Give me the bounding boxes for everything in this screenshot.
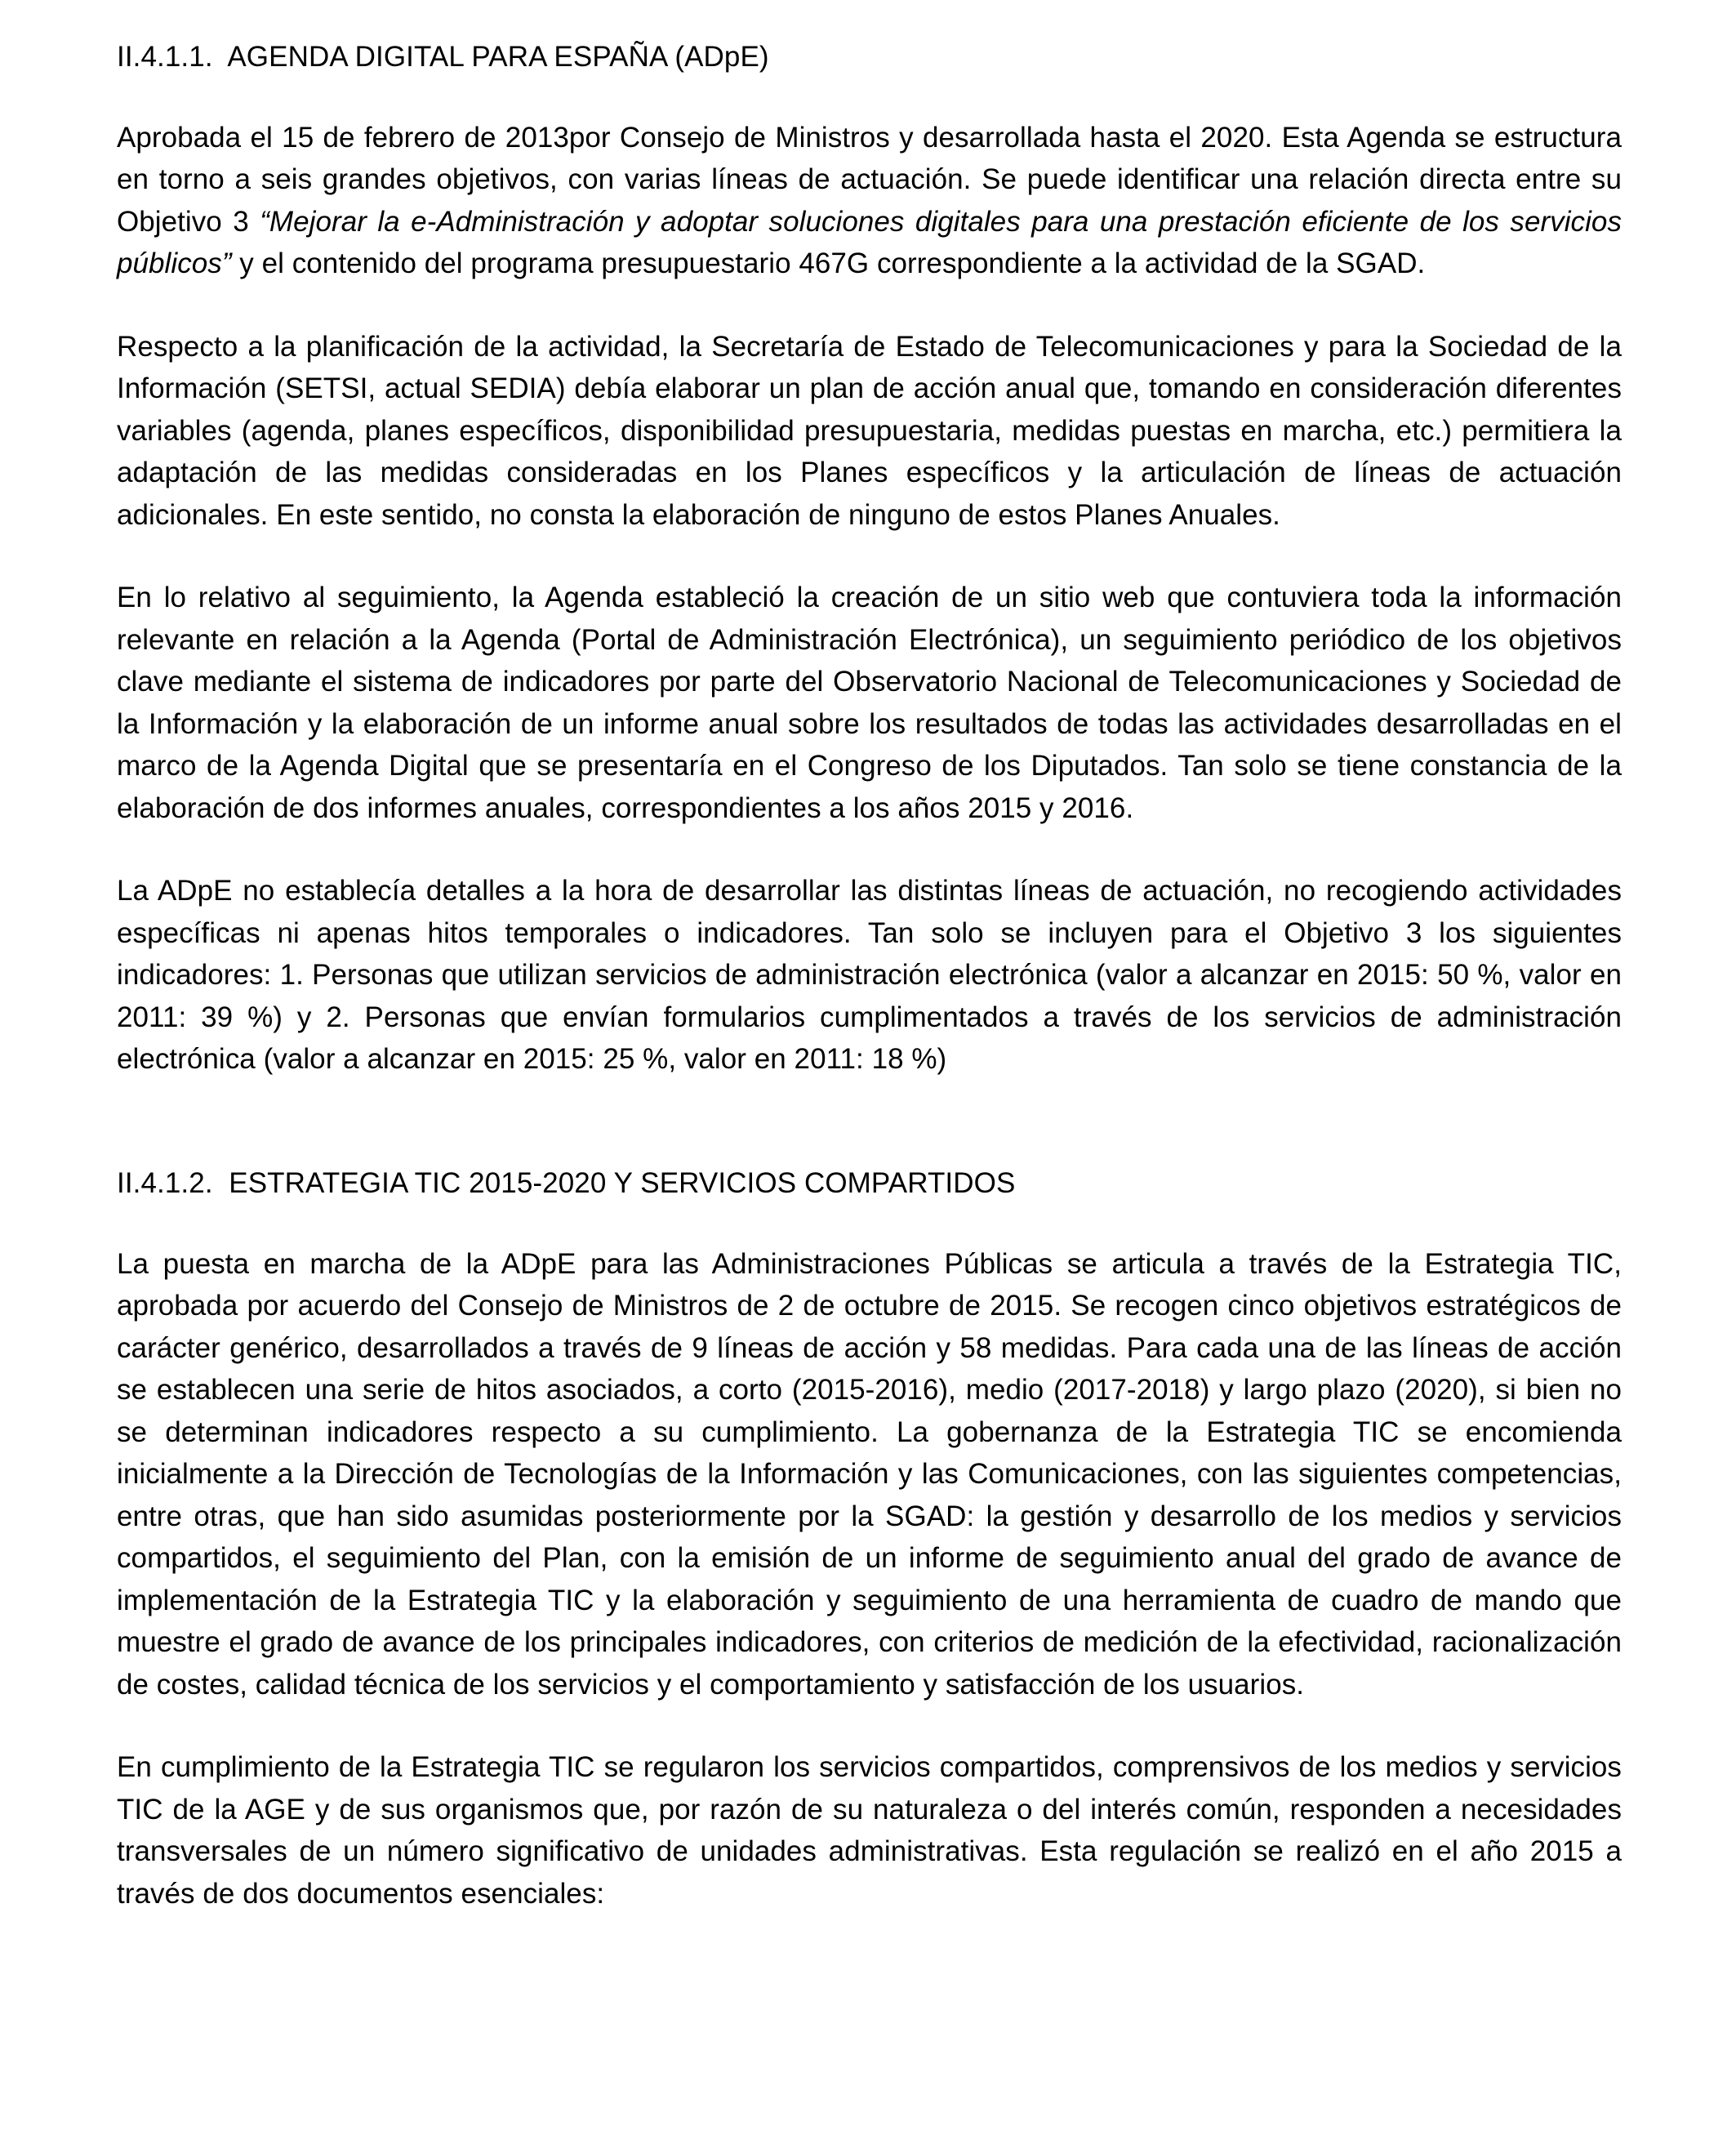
section-heading-1: II.4.1.1. AGENDA DIGITAL PARA ESPAÑA (ADpE) <box>117 41 769 73</box>
paragraph-1-4: La ADpE no establecía detalles a la hora de desarrollar las distintas líneas de actuación, no recogiendo actividades específicas ni apenas hitos temporales o indicadores. Tan solo se incluyen para el Objetivo 3 los siguientes indicadores: 1. Personas que utilizan servicios de administración electrónica (valor a alcanzar en 2015: 50 %, valor en 2011: 39 %) y 2. Personas que envían formularios cumplimentados a través de los servicios de administración electrónica (valor a alcanzar en 2015: 25 %, valor en 2011: 18 %) <box>117 875 1622 1076</box>
paragraph-1-1-text-b: y el contenido del programa presupuestario 467G correspondiente a la actividad de la SGAD. <box>231 247 1426 280</box>
paragraph-1-1 <box>117 117 1622 285</box>
spacer <box>117 1081 1622 1166</box>
section-heading-2: II.4.1.2. ESTRATEGIA TIC 2015-2020 Y SERVICIOS COMPARTIDOS <box>117 1166 1016 1199</box>
spacer <box>117 76 1622 117</box>
page-content <box>117 39 1622 1915</box>
spacer <box>117 1705 1622 1746</box>
section-heading-block-2 <box>117 1166 1622 1202</box>
spacer <box>117 1202 1622 1243</box>
section-heading-block-1 <box>117 39 1622 76</box>
spacer <box>117 285 1622 326</box>
paragraph-2-1: La puesta en marcha de la ADpE para las Administraciones Públicas se articula a través de la Estrategia TIC, aprobada por acuerdo del Consejo de Ministros de 2 de octubre de 2015. Se recogen cinco objetivos estratégicos de carácter genérico, desarrollados a través de 9 líneas de acción y 58 medidas. Para cada una de las líneas de acción se establecen una serie de hitos asociados, a corto (2015-2016), medio (2017-2018) y largo plazo (2020), si bien no se determinan indicadores respecto a su cumplimiento. La gobernanza de la Estrategia TIC se encomienda inicialmente a la Dirección de Tecnologías de la Información y las Comunicaciones, con las siguientes competencias, entre otras, que han sido asumidas posteriormente por la SGAD: la gestión y desarrollo de los medios y servicios compartidos, el seguimiento del Plan, con la emisión de un informe de seguimiento anual del grado de avance de implementación de la Estrategia TIC y la elaboración y seguimiento de una herramienta de cuadro de mando que muestre el grado de avance de los principales indicadores, con criterios de medición de la efectividad, racionalización de costes, calidad técnica de los servicios y el comportamiento y satisfacción de los usuarios. <box>117 1247 1622 1701</box>
spacer <box>117 829 1622 870</box>
paragraph-1-2: Respecto a la planificación de la actividad, la Secretaría de Estado de Telecomunicaciones y para la Sociedad de la Información (SETSI, actual SEDIA) debía elaborar un plan de acción anual que, tomando en consideración diferentes variables (agenda, planes específicos, disponibilidad presupuestaria, medidas puestas en marcha, etc.) permitiera la adaptación de las medidas consideradas en los Planes específicos y la articulación de líneas de actuación adicionales. En este sentido, no consta la elaboración de ninguno de estos Planes Anuales. <box>117 330 1622 531</box>
paragraph-2-2: En cumplimiento de la Estrategia TIC se regularon los servicios compartidos, comprensivos de los medios y servicios TIC de la AGE y de sus organismos que, por razón de su naturaleza o del interés común, responden a necesidades transversales de un número significativo de unidades administrativas. Esta regulación se realizó en el año 2015 a través de dos documentos esenciales: <box>117 1751 1622 1910</box>
paragraph-1-3: En lo relativo al seguimiento, la Agenda estableció la creación de un sitio web que contuviera toda la información relevante en relación a la Agenda (Portal de Administración Electrónica), un seguimiento periódico de los objetivos clave mediante el sistema de indicadores por parte del Observatorio Nacional de Telecomunicaciones y Sociedad de la Información y la elaboración de un informe anual sobre los resultados de todas las actividades desarrolladas en el marco de la Agenda Digital que se presentaría en el Congreso de los Diputados. Tan solo se tiene constancia de la elaboración de dos informes anuales, correspondientes a los años 2015 y 2016. <box>117 582 1622 824</box>
objective-3-quote: “Mejorar la e-Administración y adoptar soluciones digitales para una prestación eficiente de los servicios públicos” <box>117 205 1622 280</box>
spacer <box>117 536 1622 577</box>
paragraph-1-1-text-a: Aprobada el 15 de febrero de 2013por Consejo de Ministros y desarrollada hasta el 2020. Esta Agenda se estructura en torno a seis grandes objetivos, con varias líneas de actuación. Se puede identificar una relación directa entre su Objetivo 3 <box>117 121 1622 238</box>
